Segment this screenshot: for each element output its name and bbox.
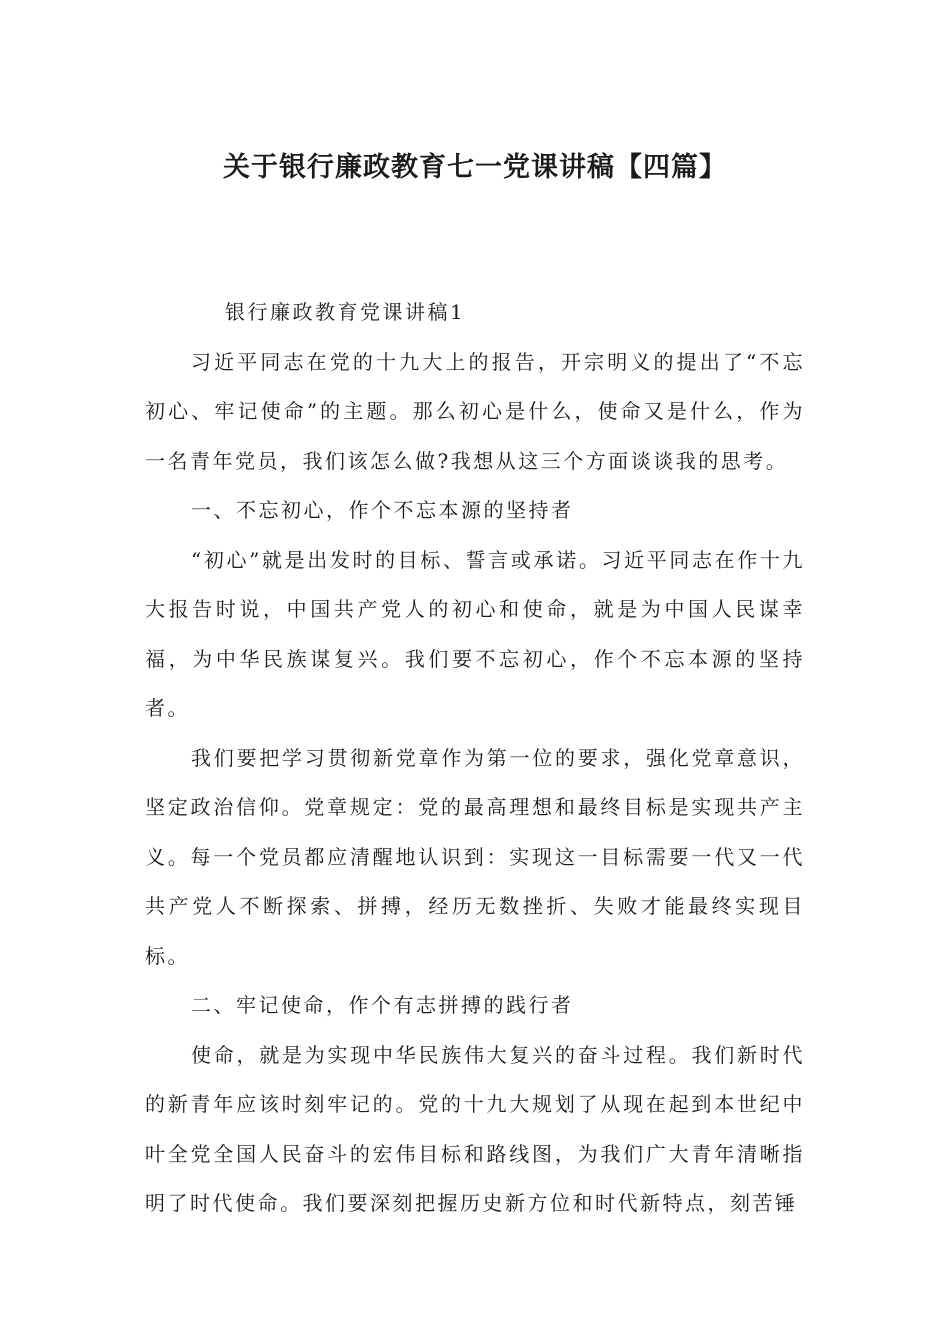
section-subtitle: 银行廉政教育党课讲稿1 [225,300,466,324]
document-title: 关于银行廉政教育七一党课讲稿【四篇】 [223,152,727,184]
section-heading: 二、牢记使命，作个有志拼搏的践行者 [191,993,574,1017]
paragraph: 习近平同志在党的十九大上的报告，开宗明义的提出了“不忘初心、牢记使命”的主题。那么初心是什么，使命又是什么，作为一名青年党员，我们该怎么做?我想从这三个方面谈谈我的思考。 [145,349,805,473]
paragraph: “初心”就是出发时的目标、誓言或承诺。习近平同志在作十九大报告时说，中国共产党人的初心和使命，就是为中国人民谋幸福，为中华民族谋复兴。我们要不忘初心，作个不忘本源的坚持者。 [145,547,805,720]
section-heading: 一、不忘初心，作个不忘本源的坚持者 [191,498,574,522]
paragraph: 我们要把学习贯彻新党章作为第一位的要求，强化党章意识，坚定政治信仰。党章规定：党的最高理想和最终目标是实现共产主义。每一个党员都应清醒地认识到：实现这一目标需要一代又一代共产党人不断探索、拼搏，经历无数挫折、失败才能最终实现目标。 [145,745,805,968]
document-body [145,288,805,1229]
paragraph: 使命，就是为实现中华民族伟大复兴的奋斗过程。我们新时代的新青年应该时刻牢记的。党的十九大规划了从现在起到本世纪中叶全党全国人民奋斗的宏伟目标和路线图，为我们广大青年清晰指明了时代使命。我们要深刻把握历史新方位和时代新特点，刻苦锤 [145,1042,805,1215]
